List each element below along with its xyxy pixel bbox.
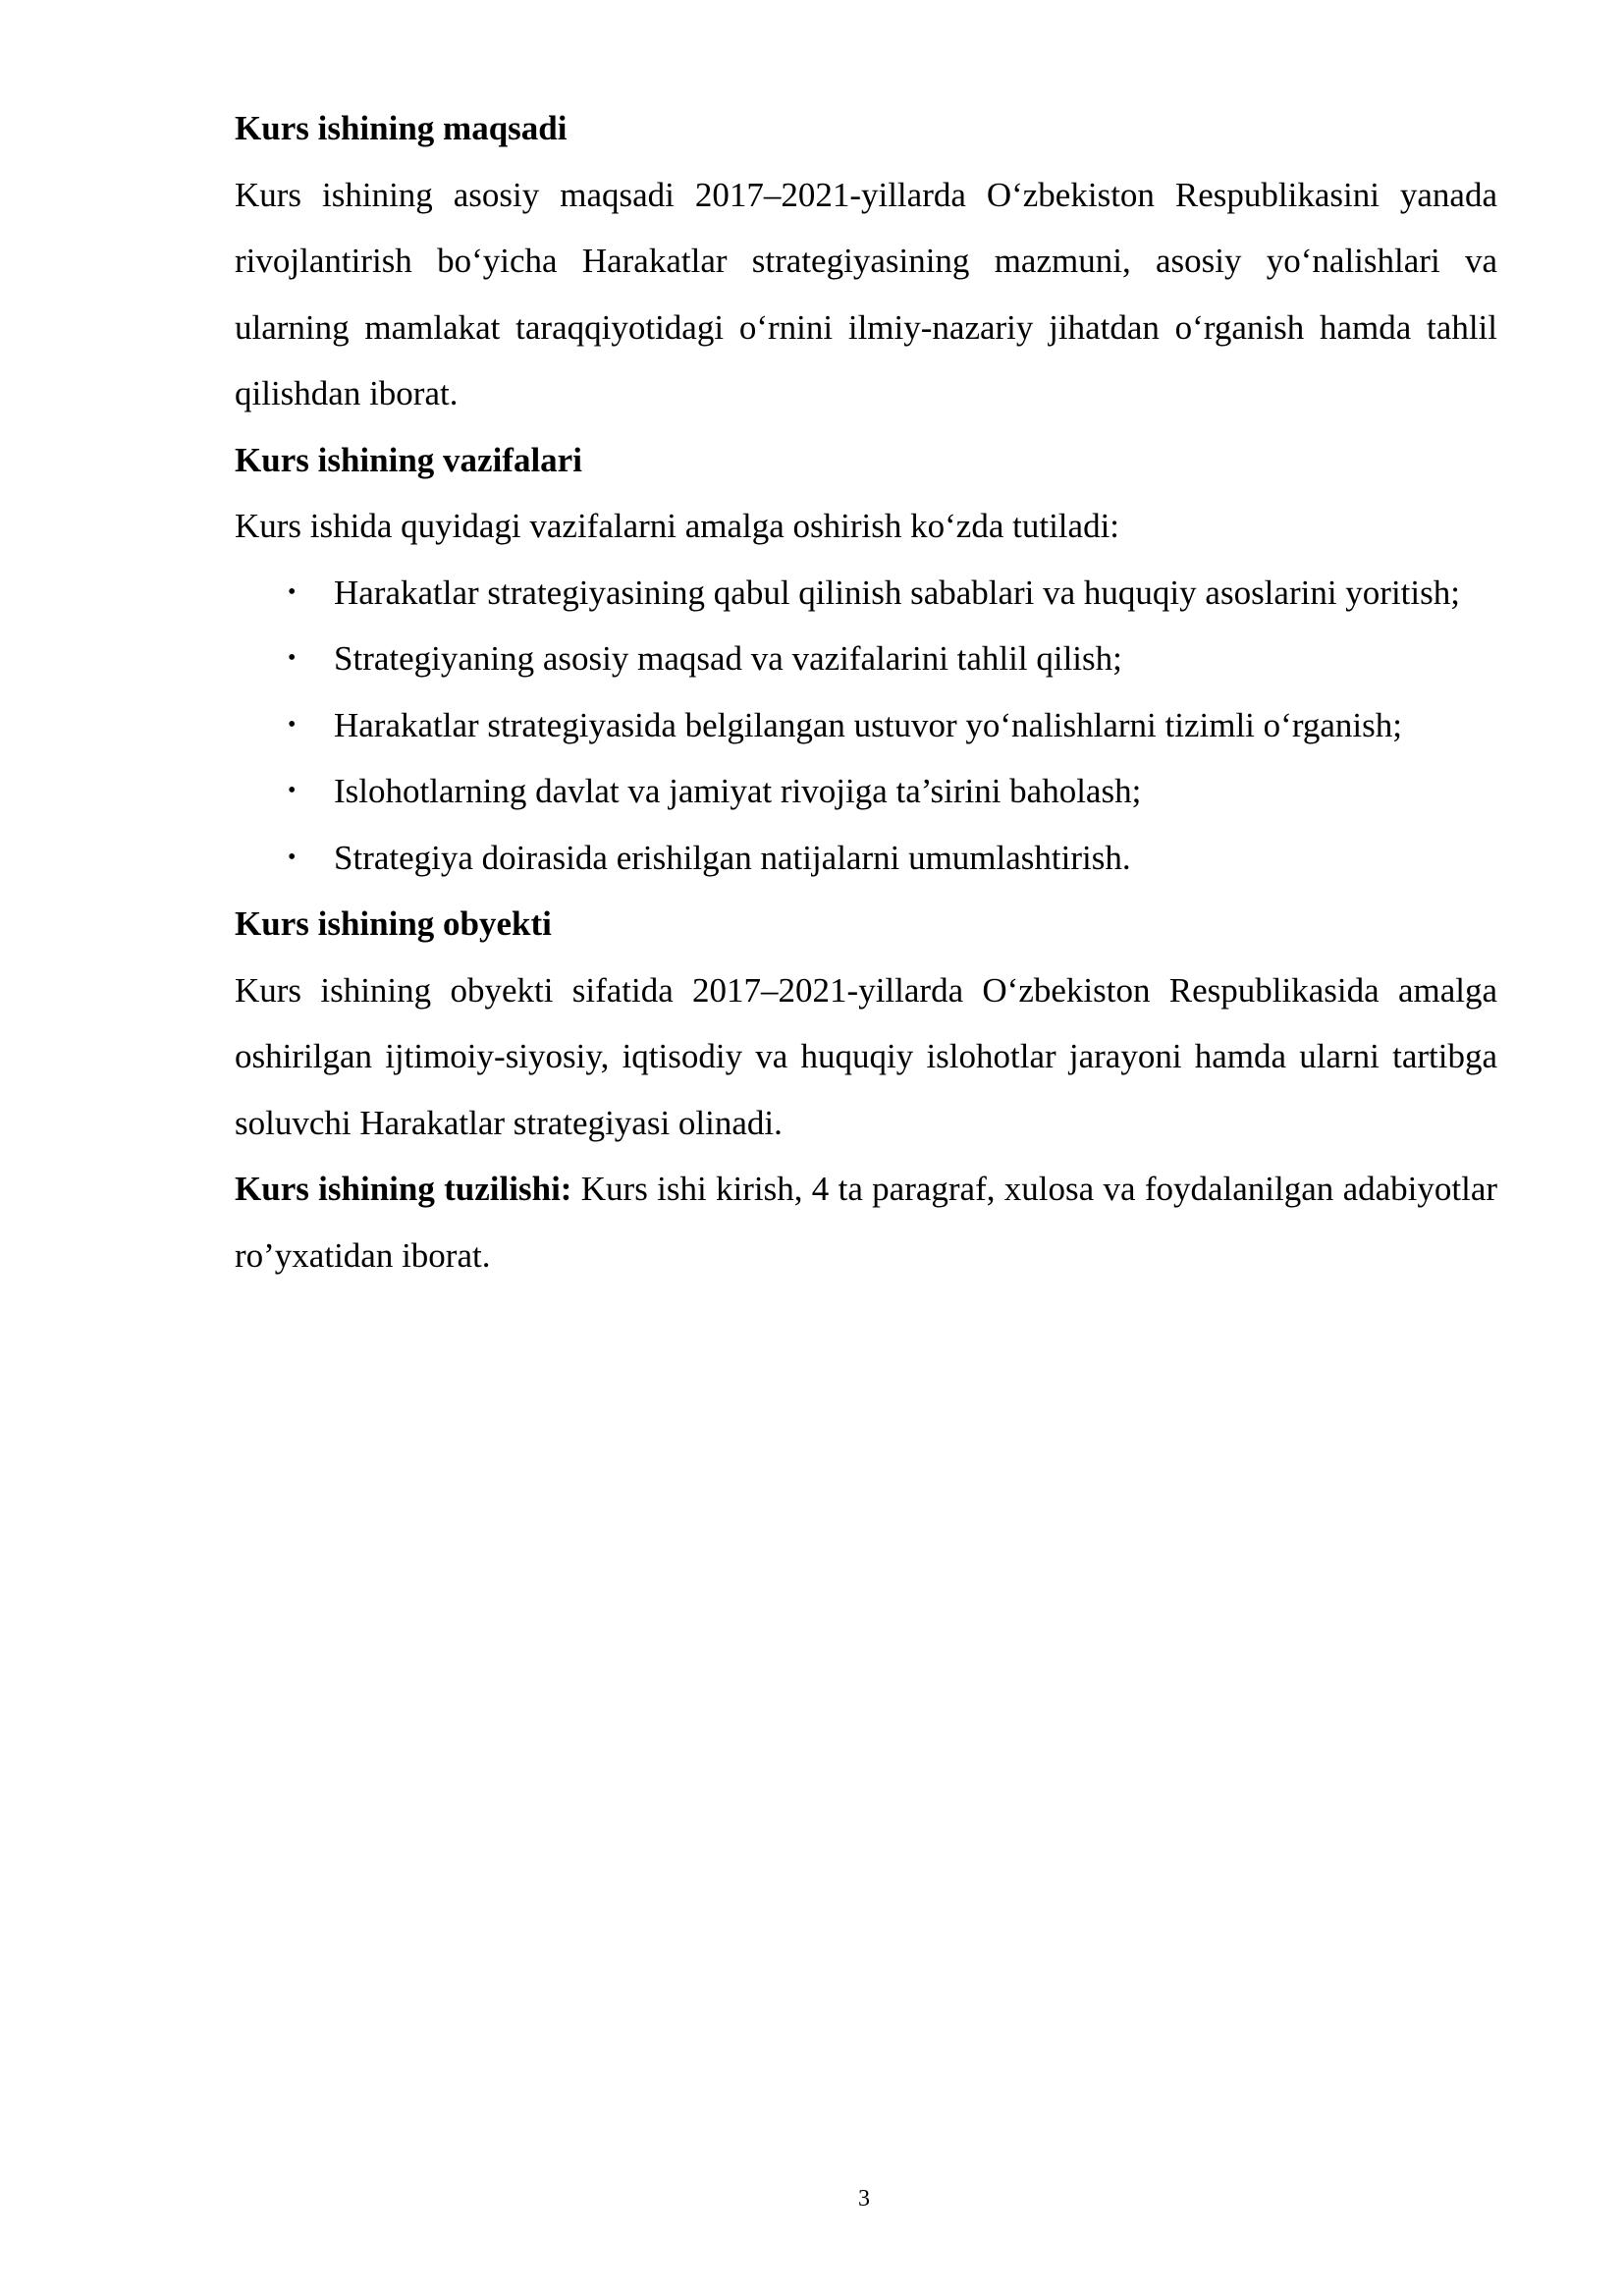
page-number: 3	[858, 2186, 870, 2212]
section-paragraph-structure	[235, 1156, 1497, 1288]
list-item-text: Strategiyaning asosiy maqsad va vazifalarini tahlil qilish;	[334, 639, 1122, 678]
list-item	[235, 692, 1497, 759]
list-item	[235, 560, 1497, 627]
section-heading-structure: Kurs ishining tuzilishi:	[235, 1170, 572, 1208]
bullet-icon: •	[288, 578, 297, 605]
tasks-bullet-list	[235, 560, 1497, 892]
bullet-icon: •	[288, 645, 297, 671]
list-item-text: Islohotlarning davlat va jamiyat rivojiga ta’sirini baholash;	[334, 772, 1142, 810]
section-paragraph-goal: Kurs ishining asosiy maqsadi 2017–2021-yillarda O‘zbekiston Respublikasini yanada rivojlantirish bo‘yicha Harakatlar strategiyasining mazmuni, asosiy yo‘nalishlari va ularning mamlakat taraqqiyotidagi o‘rnini ilmiy-nazariy jihatdan o‘rganish hamda tahlil qilishdan iborat.	[235, 175, 1497, 412]
section-text-structure: Kurs ishi kirish, 4 ta paragraf, xulosa va foydalanilgan adabiyotlar ro’yxatidan iborat.	[235, 1170, 1498, 1275]
list-item	[235, 758, 1497, 825]
list-item-text: Harakatlar strategiyasida belgilangan ustuvor yo‘nalishlarni tizimli o‘rganish;	[334, 705, 1402, 744]
list-item	[235, 825, 1497, 892]
bullet-icon: •	[288, 844, 297, 870]
section-paragraph-object: Kurs ishining obyekti sifatida 2017–2021-yillarda O‘zbekiston Respublikasida amalga oshirilgan ijtimoiy-siyosiy, iqtisodiy va huquqiy islohotlar jarayoni hamda ularni tartibga soluvchi Harakatlar strategiyasi olinadi.	[235, 970, 1497, 1142]
section-paragraph-tasks-intro: Kurs ishida quyidagi vazifalarni amalga oshirish ko‘zda tutiladi:	[235, 507, 1120, 545]
page-content	[235, 95, 1497, 1288]
bullet-icon: •	[288, 778, 297, 803]
section-heading-object: Kurs ishining obyekti	[235, 904, 552, 943]
list-item	[235, 626, 1497, 692]
list-item-text: Harakatlar strategiyasining qabul qilinish sabablari va huquqiy asoslarini yoritish;	[334, 573, 1460, 612]
section-heading-tasks: Kurs ishining vazifalari	[235, 440, 582, 479]
section-heading-goal: Kurs ishining maqsadi	[235, 109, 568, 147]
list-item-text: Strategiya doirasida erishilgan natijalarni umumlashtirish.	[334, 838, 1131, 877]
bullet-icon: •	[288, 711, 297, 738]
